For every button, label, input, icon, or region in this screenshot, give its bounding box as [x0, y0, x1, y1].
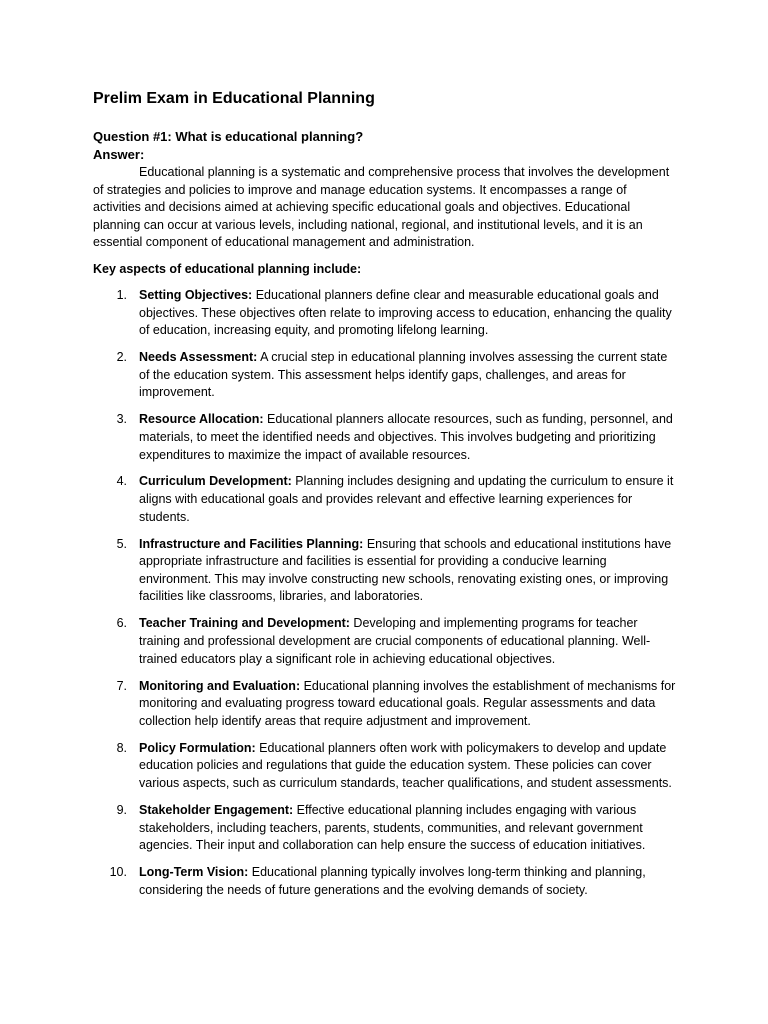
list-item	[93, 473, 677, 526]
list-item-term: Stakeholder Engagement:	[139, 802, 294, 817]
list-item-number: 7.	[116, 678, 127, 693]
list-item-text: Ensuring that schools and educational institutions have appropriate infrastructure and facilities is essential for providing a conducive learning environment. This may involve constructing new schools, renovating existing ones, or improving facilities like classrooms, libraries, and laboratories.	[139, 536, 672, 604]
list-item-term: Teacher Training and Development:	[139, 616, 350, 631]
list-item-number: 1.	[116, 287, 127, 302]
list-item-number: 2.	[116, 350, 127, 365]
list-item-number: 5.	[116, 536, 127, 551]
list-item-term: Long-Term Vision:	[139, 865, 249, 880]
list-item-term: Infrastructure and Facilities Planning:	[139, 536, 364, 551]
key-aspects-list	[93, 287, 677, 899]
list-item	[93, 802, 677, 855]
list-item-text: Educational planners often work with policymakers to develop and update education policies and regulations that guide the education system. These policies can cover various aspects, such as curriculum standards, teacher qualifications, and student assessments.	[139, 740, 672, 790]
document-title: Prelim Exam in Educational Planning	[93, 90, 375, 107]
list-item	[93, 864, 677, 899]
list-item-term: Setting Objectives:	[139, 287, 253, 302]
list-item-text: Educational planners define clear and measurable educational goals and objectives. These objectives often relate to improving access to education, enhancing the quality of education, increasing equity, and promoting lifelong learning.	[139, 287, 672, 338]
list-item-text: A crucial step in educational planning involves assessing the current state of the education system. This assessment helps identify gaps, challenges, and areas for improvement.	[139, 350, 668, 400]
list-item-text: Educational planning typically involves long-term thinking and planning, considering the needs of future generations and the evolving demands of society.	[139, 865, 646, 897]
document-body	[93, 88, 677, 909]
list-item-term: Resource Allocation:	[139, 412, 264, 427]
list-item-term: Policy Formulation:	[139, 740, 256, 755]
list-item-number: 8.	[116, 740, 127, 755]
key-aspects-heading: Key aspects of educational planning include:	[93, 261, 362, 276]
list-item-number: 6.	[116, 616, 127, 631]
list-item-number: 3.	[116, 412, 127, 427]
question-heading: Question #1: What is educational planning?	[93, 129, 364, 144]
list-item	[93, 740, 677, 793]
list-item-term: Monitoring and Evaluation:	[139, 678, 301, 693]
list-item	[93, 349, 677, 402]
list-item-text: Effective educational planning includes engaging with various stakeholders, including teachers, parents, students, communities, and relevant government agencies. Their input and collaboration can help ensure the success of education initiatives.	[139, 802, 646, 853]
list-item	[93, 678, 677, 731]
list-item-number: 4.	[116, 474, 127, 489]
list-item	[93, 536, 677, 606]
list-item-text: Developing and implementing programs for teacher training and professional development are crucial components of educational planning. Well-trained educators play a significant role in achieving educational objectives.	[139, 616, 651, 666]
answer-paragraph: Educational planning is a systematic and comprehensive process that involves the development of strategies and policies to improve and manage education systems. It encompasses a range of activities and decisions aimed at achieving specific educational goals and objectives. Educational planning can occur at various levels, including national, regional, and institutional levels, and it is an essential component of educational management and administration.	[93, 165, 670, 250]
list-item	[93, 615, 677, 668]
list-item-text: Educational planning involves the establishment of mechanisms for monitoring and evaluating progress toward educational goals. Regular assessments and data collection help identify areas that require adjustment and improvement.	[139, 678, 676, 728]
list-item-term: Needs Assessment:	[139, 350, 258, 365]
list-item-text: Educational planners allocate resources, such as funding, personnel, and materials, to meet the identified needs and objectives. This involves budgeting and prioritizing expenditures to maximize the impact of available resources.	[139, 412, 673, 462]
list-item	[93, 287, 677, 340]
list-item-text: Planning includes designing and updating the curriculum to ensure it aligns with educational goals and provides relevant and effective learning experiences for students.	[139, 474, 674, 524]
answer-label: Answer:	[93, 147, 145, 162]
list-item	[93, 411, 677, 464]
list-item-number: 9.	[116, 802, 127, 817]
list-item-number: 10.	[109, 865, 127, 880]
list-item-term: Curriculum Development:	[139, 474, 292, 489]
